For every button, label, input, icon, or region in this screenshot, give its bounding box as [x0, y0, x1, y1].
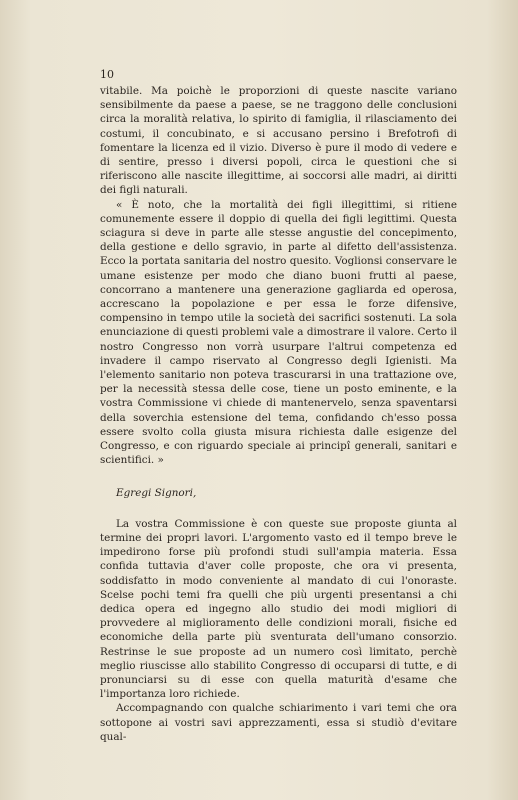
paragraph-2-quotation: « È noto, che la mortalità dei figli illegittimi, si ritiene comunemente essere il doppio di quella dei figli legittimi. Questa sciagura si deve in parte alle stesse angustie del concepimento, della gestione e dello sgravio, in parte al difetto dell'assistenza. Ecco la portata sanitaria del nostro quesito. Voglionsi conservare le umane esistenze per modo che diano buoni frutti al paese, concorrano a mantenere una generazione gagliarda ed operosa, accrescano la popolazione e per essa le forze difensive, compensino in tempo utile la società dei sacrifici sostenuti. La sola enunciazione di questi problemi vale a dimostrare il valore. Certo il nostro Congresso non vorrà usurpare l'altrui competenza ed invadere il campo riservato al Congresso degli Igienisti. Ma l'elemento sanitario non poteva trascurarsi in una trattazione ove, per la necessità stessa delle cose, tiene un posto eminente, e la vostra Commissione vi chiede di mantenervelo, senza spaventarsi della soverchia estensione del tema, confidando ch'esso possa essere svolto colla giusta misura richiesta dalle esigenze del Congresso, e con riguardo speciale ai principî generali, sanitari e scientifici. » — [100, 198, 457, 467]
paragraph-3: La vostra Commissione è con queste sue proposte giunta al termine dei propri lavori. L'argomento vasto ed il tempo breve le impedirono forse più profondi studi sull'ampia materia. Essa confida tuttavia d'aver colle proposte, che ora vi presenta, soddisfatto in modo conveniente al mandato di cui l'onoraste. Scelse pochi temi fra quelli che più urgenti presentansi a chi dedica opera ed ingegno allo studio dei modi migliori di provvedere al miglioramento delle condizioni morali, fisiche ed economiche della parte più sventurata dell'umano consorzio. Restrinse le sue proposte ad un numero così limitato, perchè meglio riuscisse allo stabilito Congresso di occuparsi di tutte, e di pronunciarsi su di esse con quella maturità d'esame che l'importanza loro richiede. — [100, 517, 457, 701]
page-number: 10 — [100, 68, 114, 81]
paragraph-1: vitabile. Ma poichè le proporzioni di queste nascite variano sensibilmente da paese a paese, se ne traggono delle conclusioni circa la moralità relativa, lo spirito di famiglia, il rilasciamento dei costumi, il concubinato, e si accusano persino i Brefotrofi di fomentare la licenza ed il vizio. Diverso è pure il modo di vedere e di sentire, presso i diversi popoli, circa le questioni che si riferiscono alle nascite illegittime, ai soccorsi alle madri, ai diritti dei figli naturali. — [100, 85, 457, 197]
salutation: Egregi Signori, — [116, 487, 197, 500]
body-text — [100, 84, 457, 744]
paragraph-4: Accompagnando con qualche schiarimento i vari temi che ora sottopone ai vostri savi apprezzamenti, essa si studiò d'evitare qual- — [100, 702, 457, 743]
